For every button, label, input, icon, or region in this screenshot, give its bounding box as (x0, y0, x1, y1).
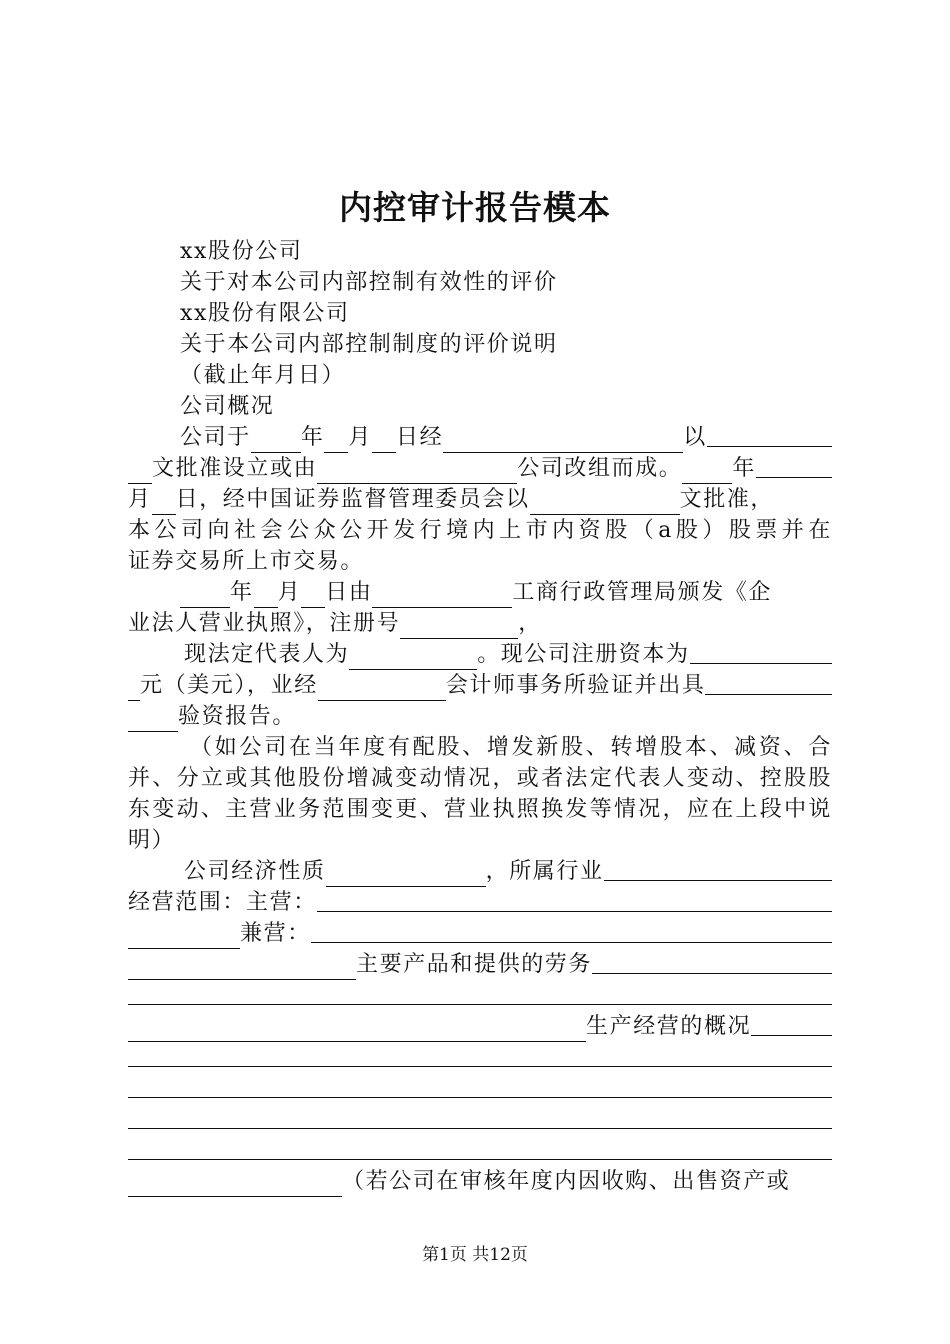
paragraph-line (128, 1042, 832, 1073)
blank-field (592, 951, 832, 974)
paragraph-line (128, 856, 832, 887)
text-fragment: 年 (732, 456, 757, 481)
blank-field (251, 430, 301, 453)
paragraph-line (128, 918, 832, 949)
text-fragment: 日，经中国证券监督管理委员会以 (175, 487, 530, 512)
text-fragment: 生产经营的概况 (586, 1014, 752, 1039)
blank-field (682, 461, 732, 484)
blank-field (128, 1106, 832, 1129)
document-title: 内控审计报告模本 (339, 188, 611, 227)
blank-field (128, 1044, 832, 1067)
evaluation-heading-line: 关于对本公司内部控制有效性的评价 (180, 270, 558, 295)
explanation-heading-line: 关于本公司内部控制制度的评价说明 (180, 332, 558, 357)
paragraph-line: 证券交易所上市交易。 (128, 549, 365, 574)
text-fragment: 主要产品和提供的劳务 (356, 952, 593, 977)
company-full-name-line: xx股份有限公司 (180, 301, 350, 326)
blank-field (400, 616, 518, 639)
text-fragment: 经营范围：主营： (128, 890, 317, 915)
blank-field (372, 585, 512, 608)
text-fragment: 现法定代表人为 (184, 642, 350, 667)
blank-field (128, 1075, 832, 1098)
blank-field (318, 678, 446, 701)
document-body (128, 236, 832, 1197)
section-heading-overview: 公司概况 (180, 394, 275, 419)
text-fragment: 以 (683, 425, 707, 450)
paragraph-line (128, 1166, 832, 1197)
text-fragment: 公司于 (180, 425, 251, 450)
page-number-footer: 第1页 共12页 (422, 1245, 528, 1265)
blank-field (326, 864, 486, 887)
blank-field (128, 982, 832, 1005)
text-fragment: （若公司在审核年度内因收购、出售资产或 (342, 1169, 791, 1194)
blank-field (128, 709, 178, 732)
paragraph-line (128, 949, 832, 980)
blank-field (128, 957, 356, 980)
text-fragment: ，所属行业 (485, 859, 604, 884)
paragraph-line (128, 670, 832, 701)
blank-field (324, 430, 348, 453)
paragraph-line (128, 608, 832, 639)
text-fragment: 。现公司注册资本为 (477, 642, 690, 667)
text-fragment: 文批准设立或由 (152, 456, 318, 481)
text-fragment: 验资报告。 (178, 704, 297, 729)
blank-field (311, 920, 832, 943)
blank-field (372, 430, 396, 453)
blank-field (128, 1137, 832, 1160)
blank-field (128, 461, 152, 484)
text-fragment: 年 (230, 580, 254, 605)
blank-field (756, 455, 832, 478)
text-fragment: 月 (348, 425, 373, 450)
blank-field (180, 585, 230, 608)
paragraph-line (128, 453, 832, 484)
paragraph-line (128, 1135, 832, 1166)
blank-field (705, 672, 832, 695)
blank-field (128, 926, 240, 949)
blank-field (152, 492, 176, 515)
blank-field (128, 1019, 586, 1042)
text-fragment: 日经 (396, 425, 444, 450)
blank-field (128, 1174, 342, 1197)
text-fragment: 文批准， (679, 487, 775, 512)
blank-field (443, 430, 683, 453)
paragraph-line (128, 887, 832, 918)
paragraph-line (128, 980, 832, 1011)
paragraph-line (128, 577, 832, 608)
paragraph-line (128, 484, 832, 515)
blank-field (707, 424, 832, 447)
blank-field (751, 1013, 832, 1036)
blank-field (128, 678, 140, 701)
text-fragment: 年 (300, 425, 325, 450)
text-fragment: 兼营： (240, 921, 311, 946)
blank-field (317, 889, 832, 912)
text-fragment: 月 (128, 487, 152, 512)
text-fragment: 公司经济性质 (184, 859, 326, 884)
text-fragment: 工商行政管理局颁发《企 (512, 580, 773, 605)
paragraph-line (128, 701, 832, 732)
text-fragment: 元（美元），业经 (140, 673, 318, 698)
company-name-line: xx股份公司 (180, 239, 303, 264)
blank-field (349, 647, 477, 670)
blank-field (301, 585, 325, 608)
text-fragment: 日由 (325, 580, 373, 605)
blank-field (530, 492, 680, 515)
text-fragment: 会计师事务所验证并出具 (445, 673, 706, 698)
blank-field (690, 641, 832, 664)
text-fragment: 月 (277, 580, 302, 605)
blank-field (254, 585, 278, 608)
blank-field (317, 461, 517, 484)
paragraph-line (128, 1011, 832, 1042)
paragraph-line (128, 422, 832, 453)
text-fragment: 公司改组而成。 (517, 456, 683, 481)
paragraph-line (128, 1104, 832, 1135)
text-fragment: ， (518, 611, 542, 636)
blank-field (604, 858, 832, 881)
text-fragment: 业法人营业执照》，注册号 (128, 611, 401, 636)
note-paragraph: （如公司在当年度有配股、增发新股、转增股本、减资、合并、分立或其他股份增减变动情况，或者法定代表人变动、控股股东变动、主营业务范围变更、营业执照换发等情况，应在上段中说明） (128, 735, 832, 853)
cutoff-date-line: （截止年月日） (180, 363, 346, 388)
paragraph-line (128, 1073, 832, 1104)
paragraph-line (128, 639, 832, 670)
paragraph-line: 本公司向社会公众公开发行境内上市内资股（a股）股票并在 (128, 518, 832, 543)
